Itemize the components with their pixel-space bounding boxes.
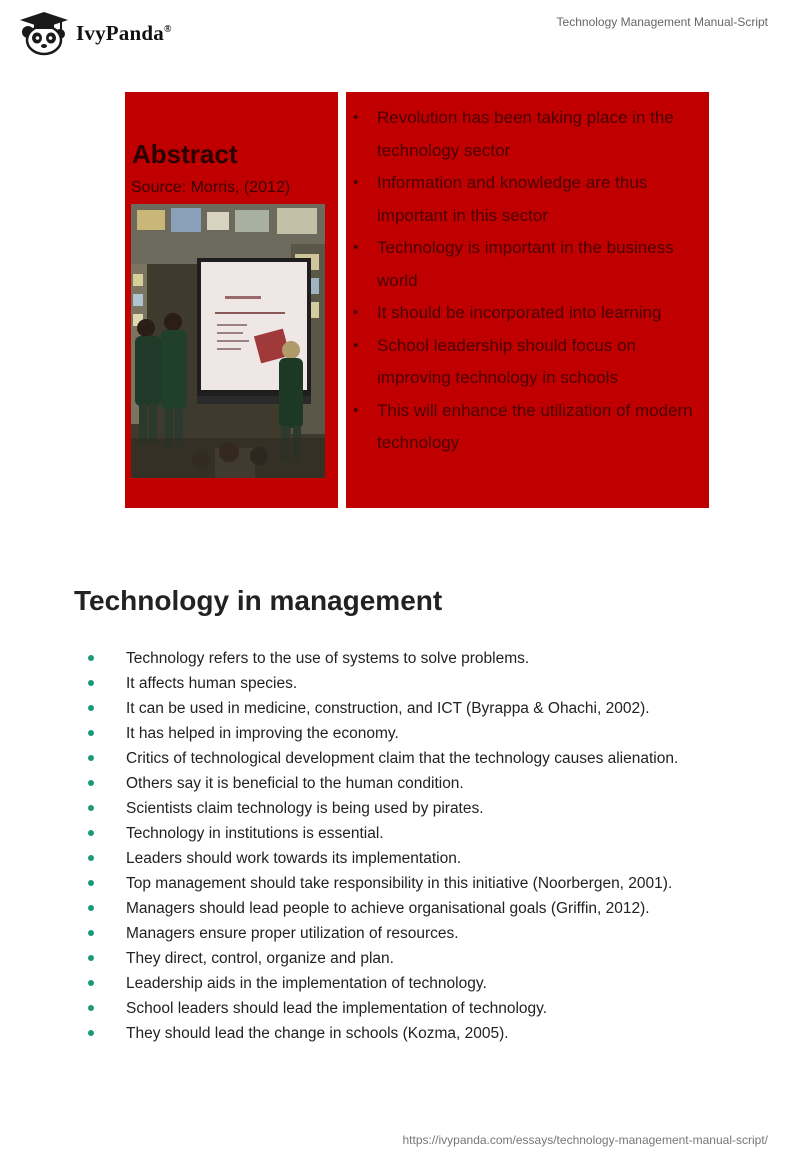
bullet-icon: • bbox=[353, 239, 359, 256]
slide-bullet-item: • This will enhance the utilization of modern technology bbox=[346, 395, 709, 460]
list-item: Leadership aids in the implementation of technology. bbox=[88, 971, 768, 996]
list-item: Others say it is beneficial to the human condition. bbox=[88, 771, 768, 796]
technology-bullet-list bbox=[88, 646, 768, 1046]
list-item: Managers ensure proper utilization of resources. bbox=[88, 921, 768, 946]
list-item: Scientists claim technology is being used by pirates. bbox=[88, 796, 768, 821]
bullet-dot-icon bbox=[88, 980, 94, 986]
bullet-icon: • bbox=[353, 304, 359, 321]
slide-left-panel bbox=[125, 92, 338, 508]
bullet-dot-icon bbox=[88, 655, 94, 661]
classroom-photo bbox=[131, 204, 325, 478]
bullet-icon: • bbox=[353, 336, 359, 354]
abstract-heading: Abstract bbox=[132, 139, 238, 169]
bullet-dot-icon bbox=[88, 955, 94, 961]
bullet-dot-icon bbox=[88, 730, 94, 736]
slide-bullet-item: • Revolution has been taking place in the technology sector bbox=[346, 102, 709, 167]
list-item: Technology in institutions is essential. bbox=[88, 821, 768, 846]
bullet-dot-icon bbox=[88, 880, 94, 886]
list-item: It affects human species. bbox=[88, 671, 768, 696]
list-item: School leaders should lead the implementation of technology. bbox=[88, 996, 768, 1021]
abstract-source: Source: Morris, (2012) bbox=[131, 179, 291, 196]
bullet-dot-icon bbox=[88, 855, 94, 861]
slide-bullet-item: • Technology is important in the business world bbox=[346, 232, 709, 297]
bullet-dot-icon bbox=[88, 705, 94, 711]
bullet-dot-icon bbox=[88, 830, 94, 836]
list-item: Leaders should work towards its implementation. bbox=[88, 846, 768, 871]
section-heading: Technology in management bbox=[74, 585, 443, 616]
list-item: Critics of technological development claim that the technology causes alienation. bbox=[88, 746, 768, 771]
bullet-dot-icon bbox=[88, 1030, 94, 1036]
bullet-dot-icon bbox=[88, 905, 94, 911]
brand-name: IvyPanda® bbox=[76, 20, 172, 45]
slide-bullet-item: • School leadership should focus on improving technology in schools bbox=[346, 330, 709, 395]
bullet-dot-icon bbox=[88, 1005, 94, 1011]
panda-graduate-icon bbox=[16, 10, 72, 56]
bullet-dot-icon bbox=[88, 780, 94, 786]
list-item: Top management should take responsibility in this initiative (Noorbergen, 2001). bbox=[88, 871, 768, 896]
brand-logo[interactable] bbox=[16, 10, 172, 56]
slide-right-panel bbox=[346, 92, 709, 508]
footer-url[interactable]: https://ivypanda.com/essays/technology-management-manual-script/ bbox=[402, 1133, 768, 1147]
list-item: It has helped in improving the economy. bbox=[88, 721, 768, 746]
bullet-icon: • bbox=[353, 401, 359, 419]
slide-bullet-item: • Information and knowledge are thus important in this sector bbox=[346, 167, 709, 232]
bullet-icon: • bbox=[353, 174, 359, 191]
list-item: They should lead the change in schools (Kozma, 2005). bbox=[88, 1021, 768, 1046]
slide-bullet-list bbox=[346, 102, 709, 460]
slide-bullet-item: • It should be incorporated into learning bbox=[346, 297, 709, 330]
bullet-dot-icon bbox=[88, 805, 94, 811]
bullet-icon: • bbox=[353, 109, 359, 126]
list-item: Managers should lead people to achieve organisational goals (Griffin, 2012). bbox=[88, 896, 768, 921]
bullet-dot-icon bbox=[88, 680, 94, 686]
document-title: Technology Management Manual-Script bbox=[556, 15, 768, 29]
bullet-dot-icon bbox=[88, 755, 94, 761]
bullet-dot-icon bbox=[88, 930, 94, 936]
list-item: Technology refers to the use of systems to solve problems. bbox=[88, 646, 768, 671]
list-item: It can be used in medicine, construction, and ICT (Byrappa & Ohachi, 2002). bbox=[88, 696, 768, 721]
list-item: They direct, control, organize and plan. bbox=[88, 946, 768, 971]
